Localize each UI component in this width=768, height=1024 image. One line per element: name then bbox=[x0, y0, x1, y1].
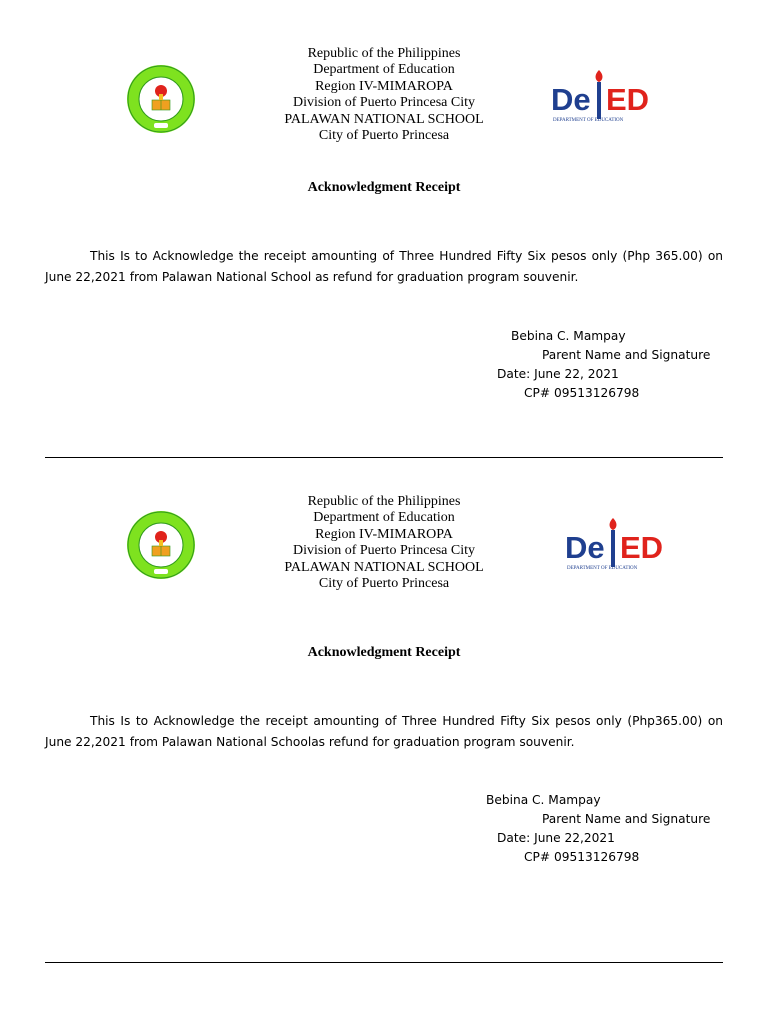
receipt-title: Acknowledgment Receipt bbox=[307, 645, 461, 660]
header-line-school: PALAWAN NATIONAL SCHOOL bbox=[284, 111, 484, 127]
svg-text:DEPARTMENT OF EDUCATION: DEPARTMENT OF EDUCATION bbox=[567, 566, 638, 571]
header-line-department: Department of Education bbox=[313, 510, 455, 526]
letterhead bbox=[0, 46, 768, 144]
deped-logo bbox=[564, 516, 664, 574]
svg-text:ED: ED bbox=[606, 82, 650, 117]
divider-line bbox=[45, 962, 723, 963]
receipt-1 bbox=[0, 0, 768, 460]
svg-text:DEPARTMENT OF EDUCATION: DEPARTMENT OF EDUCATION bbox=[553, 118, 624, 123]
header-line-school: PALAWAN NATIONAL SCHOOL bbox=[284, 559, 484, 575]
header-line-division: Division of Puerto Princesa City bbox=[293, 95, 475, 111]
signatory-phone: CP# 09513126798 bbox=[524, 850, 640, 864]
receipt-body-text: This Is to Acknowledge the receipt amounting of Three Hundred Fifty Six pesos only (Php365.00) on June 22,2021 from Palawan National Schoolas refund for graduation program souvenir. bbox=[45, 714, 723, 749]
header-line-republic: Republic of the Philippines bbox=[307, 494, 461, 509]
header-line-region: Region IV-MIMAROPA bbox=[315, 526, 453, 542]
header-line-republic: Republic of the Philippines bbox=[307, 46, 461, 61]
svg-text:De: De bbox=[551, 82, 591, 117]
receipt-body bbox=[45, 711, 723, 753]
signatory-phone: CP# 09513126798 bbox=[524, 386, 640, 400]
signatory-name: Bebina C. Mampay bbox=[511, 329, 626, 343]
svg-text:De: De bbox=[565, 530, 605, 565]
header-line-region: Region IV-MIMAROPA bbox=[315, 78, 453, 94]
header-line-division: Division of Puerto Princesa City bbox=[293, 543, 475, 559]
receipt-body-text: This Is to Acknowledge the receipt amounting of Three Hundred Fifty Six pesos only (Php 365.00) on June 22,2021 from Palawan National School as refund for graduation program souvenir. bbox=[45, 249, 723, 284]
receipt-title: Acknowledgment Receipt bbox=[307, 180, 461, 195]
signatory-date: Date: June 22,2021 bbox=[497, 831, 615, 845]
signatory-role: Parent Name and Signature bbox=[542, 348, 711, 362]
deped-logo bbox=[550, 68, 650, 126]
receipt-body bbox=[45, 246, 723, 288]
svg-text:ED: ED bbox=[620, 530, 664, 565]
header-line-city: City of Puerto Princesa bbox=[318, 576, 450, 592]
receipt-2 bbox=[0, 460, 768, 964]
header-line-department: Department of Education bbox=[313, 62, 455, 78]
signatory-role: Parent Name and Signature bbox=[542, 812, 711, 826]
signatory-date: Date: June 22, 2021 bbox=[497, 367, 619, 381]
signatory-name: Bebina C. Mampay bbox=[486, 793, 601, 807]
divider-line bbox=[45, 457, 723, 458]
header-line-city: City of Puerto Princesa bbox=[318, 128, 450, 144]
